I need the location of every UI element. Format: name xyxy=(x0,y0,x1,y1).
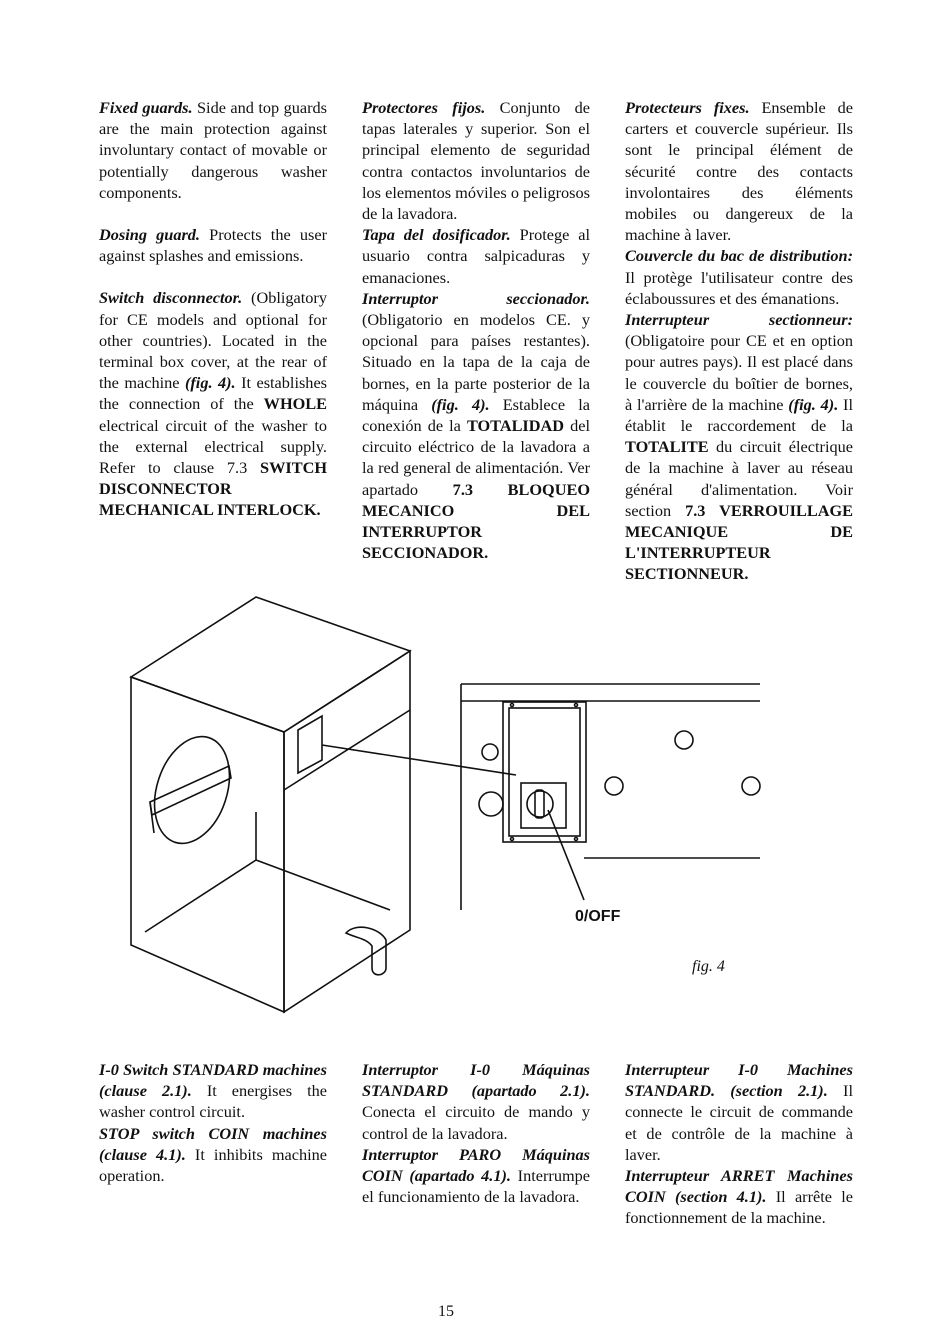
text-seccionador-3: del circuito eléctrico de la lavadora a la red general de alimentación. Ver apartado xyxy=(362,416,590,499)
heading-couvercle-bac: Couvercle du bac de distribution: xyxy=(625,246,853,266)
heading-dosing-guard: Dosing guard. xyxy=(99,225,201,245)
column-french-bottom xyxy=(625,1059,853,1229)
text-switch-3: electrical circuit of the washer to the external electrical supply. Refer to clause 7.3 xyxy=(99,415,327,478)
fig-reference: (fig. 4). xyxy=(431,394,490,414)
text-interrupteur-arret: Il arrête le fonctionnement de la machine. xyxy=(625,1187,854,1228)
inner-floor-line-2 xyxy=(256,860,390,910)
text-sectionneur-2: Il établit le raccordement de la xyxy=(625,394,853,436)
text-seccionador-2: Establece la conexión de la xyxy=(362,394,590,436)
heading-interrupteur-io: Interrupteur I-0 Machines STANDARD. (section 2.1). xyxy=(625,1060,853,1101)
panel-hole xyxy=(605,777,623,795)
switch-knob-handle xyxy=(535,790,544,818)
paragraph-interruptor-io xyxy=(362,1059,590,1144)
screw-icon xyxy=(575,704,578,707)
text-interruptor-io: Conecta el circuito de mando y control de la lavadora. xyxy=(362,1102,590,1143)
paragraph-stop-switch xyxy=(99,1123,327,1187)
screw-icon xyxy=(575,838,578,841)
washer-front-face xyxy=(131,677,284,1012)
clause-reference: 7.3 VERROUILLAGE MECANIQUE DE L'INTERRUPTEUR SECTIONNEUR. xyxy=(625,500,853,584)
paragraph-interrupteur-io xyxy=(625,1059,853,1165)
text-interrupteur-io: Il connecte le circuit de commande et de contrôle de la machine à laver. xyxy=(625,1081,853,1164)
text-switch-1: (Obligatory for CE models and optional for other countries). Located in the terminal box cover, at the rear of the machine xyxy=(99,288,327,393)
figure-caption: fig. 4 xyxy=(692,958,725,975)
heading-fixed-guards: Fixed guards. xyxy=(99,98,193,117)
text-interruptor-paro: Interrumpe el funcionamiento de la lavadora. xyxy=(362,1166,590,1207)
clause-reference: SWITCH DISCONNECTOR MECHANICAL INTERLOCK. xyxy=(99,458,327,520)
screw-icon xyxy=(511,704,514,707)
heading-interruptor-io: Interruptor I-0 Máquinas STANDARD (apartado 2.1). xyxy=(362,1060,590,1101)
heading-protectores-fijos: Protectores fijos. xyxy=(362,98,486,117)
panel-hole xyxy=(742,777,760,795)
emphasis-totalidad: TOTALIDAD xyxy=(466,416,565,436)
emphasis-whole: WHOLE xyxy=(263,394,327,414)
heading-interruptor-seccionador: Interruptor seccionador. xyxy=(362,288,590,308)
heading-io-switch: I-0 Switch STANDARD machines (clause 2.1). xyxy=(99,1060,327,1101)
text-stop-switch: It inhibits machine operation. xyxy=(99,1144,327,1186)
text-sectionneur-1: (Obligatoire pour CE et en option pour autres pays). Il est placé dans le couvercle du boîtier de bornes, à l'arrière de la machine xyxy=(625,331,853,414)
page-number: 15 xyxy=(438,1303,454,1320)
column-english-bottom xyxy=(99,1059,327,1186)
screw-icon xyxy=(511,838,514,841)
heading-switch-disconnector: Switch disconnector. xyxy=(99,288,243,308)
heading-protecteurs-fixes: Protecteurs fixes. xyxy=(625,98,750,117)
paragraph-io-switch xyxy=(99,1059,327,1123)
panel-hole xyxy=(479,792,503,816)
text-protecteurs-fixes: Ensemble de carters et couvercle supérieur. Ils sont le principal élément de sécurité contre des contacts involontaires des éléments mobiles ou dangereux de la machine à laver. xyxy=(625,98,853,245)
text-protectores-fijos: Conjunto de tapas laterales y superior. Son el principal elemento de seguridad contra contactos involuntarios de los elementos móviles o peligrosos de la lavadora. xyxy=(362,98,590,224)
text-fixed-guards: Side and top guards are the main protection against involuntary contact of movable or potentially dangerous washer components. xyxy=(99,98,327,202)
text-dosing-guard: Protects the user against splashes and emissions. xyxy=(99,225,327,266)
text-sectionneur-3: du circuit électrique de la machine à laver au réseau général d'alimentation. Voir section xyxy=(625,437,853,520)
washer-drawing xyxy=(131,597,410,1012)
detail-panel xyxy=(461,684,760,910)
switch-box xyxy=(298,716,322,773)
terminal-box-cover xyxy=(503,702,586,842)
paragraph-interruptor-paro xyxy=(362,1144,590,1208)
heading-interrupteur-sectionneur: Interrupteur sectionneur: xyxy=(625,310,853,330)
washer-top-face xyxy=(131,597,410,732)
fig-reference: (fig. 4). xyxy=(184,373,236,393)
text-couvercle-bac: Il protège l'utilisateur contre des éclaboussures et des émanations. xyxy=(625,267,853,308)
washer-door xyxy=(142,727,243,853)
text-io-switch: It energises the washer control circuit. xyxy=(99,1081,327,1122)
column-spanish-bottom xyxy=(362,1059,590,1207)
panel-hole xyxy=(675,731,693,749)
text-seccionador-1: (Obligatorio en modelos CE. y opcional para países restantes). Situado en la tapa de la caja de bornes, en la parte posterior de la máquina xyxy=(362,310,590,414)
emphasis-totalite: TOTALITE xyxy=(625,437,709,457)
door-hinge-line xyxy=(150,802,154,833)
inner-floor-line xyxy=(145,860,256,932)
fig-reference: (fig. 4). xyxy=(788,394,839,414)
washer-side-divider xyxy=(284,710,410,790)
door-handle-bar xyxy=(150,766,231,815)
paragraph-interrupteur-arret xyxy=(625,1165,853,1229)
text-switch-2: It establishes the connection of the xyxy=(99,373,328,414)
heading-tapa-dosificador: Tapa del dosificador. xyxy=(362,225,511,245)
washer-side-face xyxy=(284,651,410,1012)
heading-interrupteur-arret: Interrupteur ARRET Machines COIN (section 4.1). xyxy=(625,1166,853,1207)
heading-stop-switch: STOP switch COIN machines (clause 4.1). xyxy=(99,1123,327,1164)
text-tapa-dosificador: Protege al usuario contra salpicaduras y emanaciones. xyxy=(362,225,590,287)
heading-interruptor-paro: Interruptor PARO Máquinas COIN (apartado 4.1). xyxy=(362,1144,590,1186)
clause-reference: 7.3 BLOQUEO MECANICO DEL INTERRUPTOR SECCIONADOR. xyxy=(362,479,590,563)
panel-hole xyxy=(482,744,498,760)
off-label: 0/OFF xyxy=(575,908,621,925)
